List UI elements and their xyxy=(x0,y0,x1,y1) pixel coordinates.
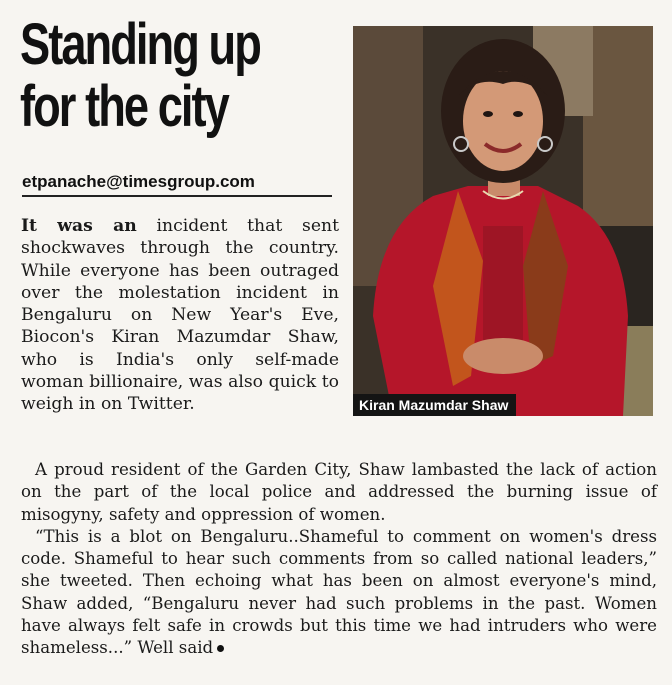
paragraph-2: A proud resident of the Garden City, Shaw lambasted the lack of action on the part of the local police and addressed the burning issue of misogyny, safety and oppression of women. xyxy=(21,460,657,524)
photo-caption: Kiran Mazumdar Shaw xyxy=(353,394,516,416)
portrait-illustration xyxy=(353,26,653,416)
paragraph-3 xyxy=(21,526,657,660)
column-body: incident that sent shockwaves through the country. While everyone has been outraged over the molestation incident in Bengaluru on New Year's Eve, Biocon's Kiran Mazumdar Shaw, who is India's only self-made woman billionaire, was also quick to weigh in on Twitter. xyxy=(21,216,339,415)
article-body xyxy=(21,459,657,660)
end-mark-dot xyxy=(217,645,224,652)
portrait-photo xyxy=(353,26,653,416)
paragraph-3-text: “This is a blot on Bengaluru..Shameful to comment on women's dress code. Shameful to hear such comments from so called national leaders,” she tweeted. Then echoing what has been on almost everyone's mind, Shaw added, “Bengaluru never had such problems in the past. Women have always felt safe in crowds but this time we had intruders who were shameless...” Well said xyxy=(21,526,657,658)
lead-in: It was an xyxy=(21,216,137,236)
headline-line-1: Standing up xyxy=(20,12,260,77)
byline-email: etpanache@timesgroup.com xyxy=(22,172,332,197)
headline-line-2: for the city xyxy=(20,74,228,139)
headline xyxy=(20,14,332,138)
column-paragraph xyxy=(21,215,339,416)
